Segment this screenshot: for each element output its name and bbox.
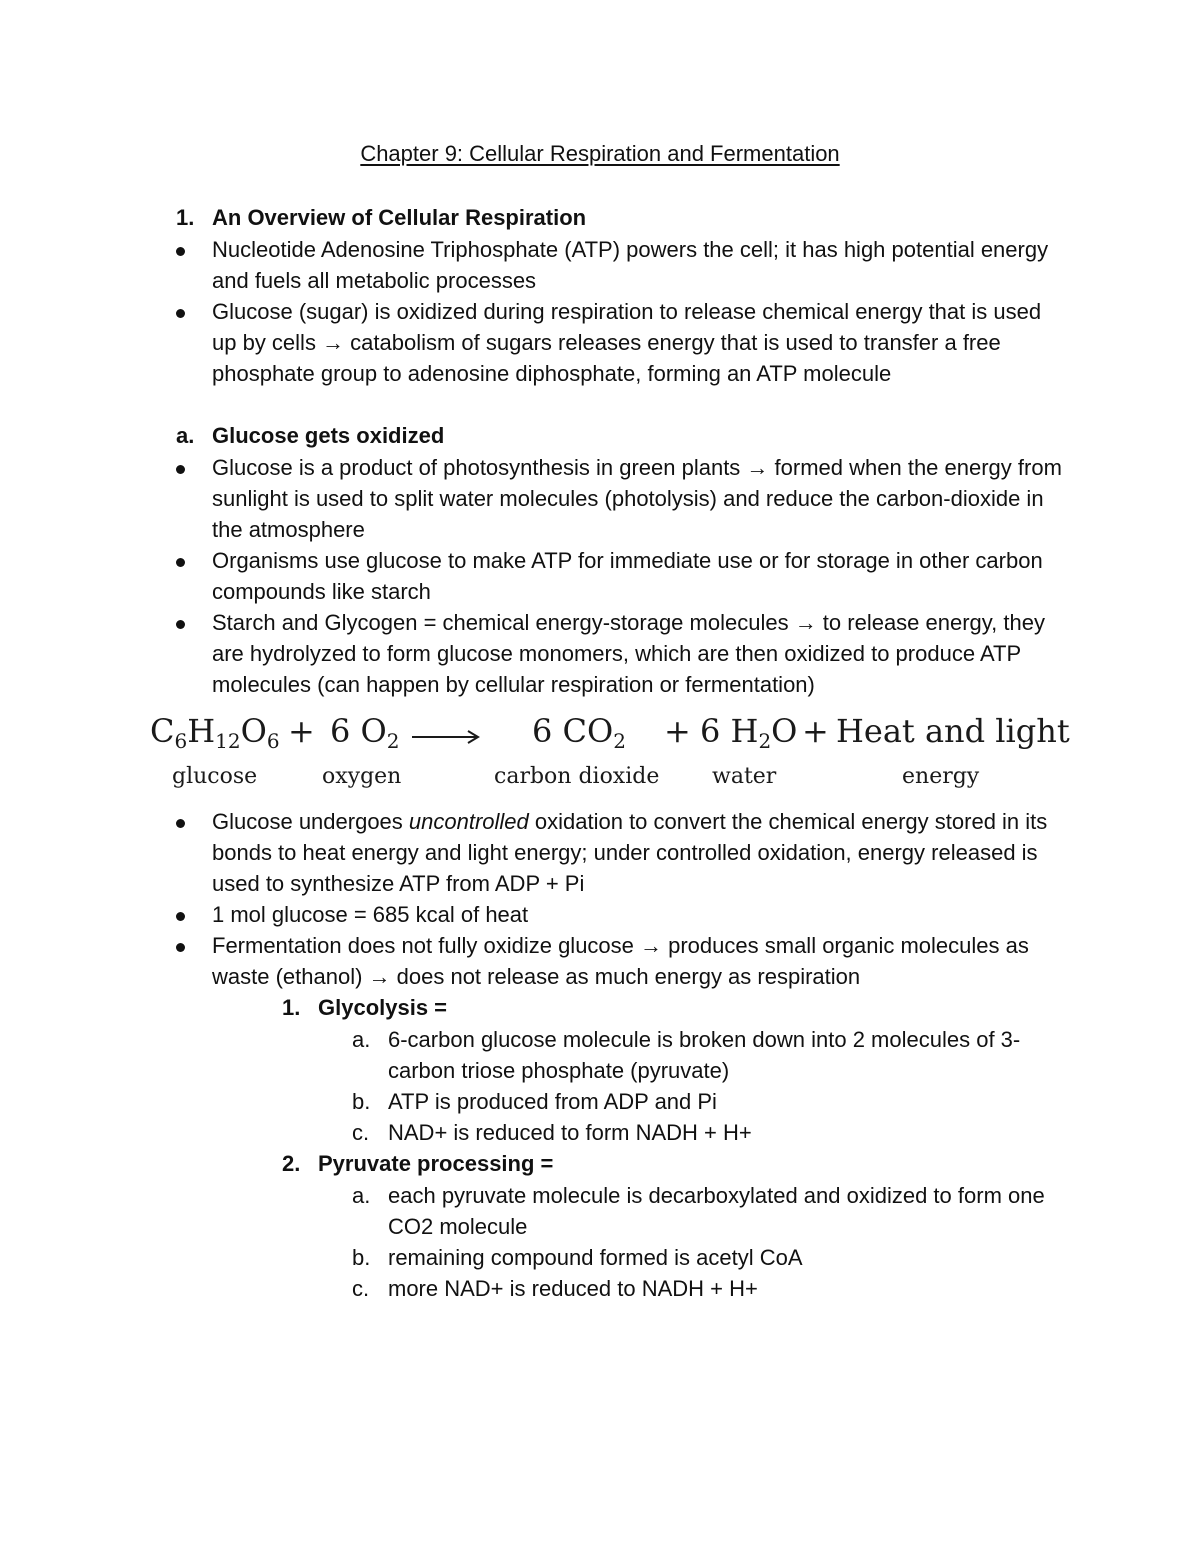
equation-label: energy	[902, 764, 980, 789]
bullet-dot-icon	[176, 620, 185, 629]
list-letter: b.	[352, 1245, 371, 1270]
equation-label: water	[712, 764, 777, 789]
section-heading-glucose-oxidized	[176, 423, 444, 449]
bullet-text: Glucose is a product of photosynthesis in green plants → formed when the energy from sunlight is used to split water molecules (photolysis) and reduce the carbon-dioxide in the atmosphere	[212, 455, 1062, 542]
section-number: a.	[176, 423, 195, 448]
bullet-text: Glucose (sugar) is oxidized during respiration to release chemical energy that is used up by cells → catabolism of sugars releases energy that is used to transfer a free phosphate group to adenosine diphosphate, forming an ATP molecule	[212, 299, 1042, 386]
section-heading-text: Glucose gets oxidized	[212, 423, 445, 448]
reaction-arrow-icon	[412, 730, 480, 744]
bullet-item	[176, 806, 1066, 899]
bullet-item	[176, 234, 1066, 296]
equation-label: carbon dioxide	[494, 764, 660, 789]
equation-glucose: $C_6H_{12}O_6$	[150, 712, 280, 753]
list-item	[352, 1273, 1072, 1304]
equation-heat-light: Heat and light	[836, 712, 1070, 750]
bullet-dot-icon	[176, 309, 185, 318]
section-heading-overview	[176, 205, 586, 231]
bullet-item	[176, 296, 1066, 389]
list-item	[352, 1024, 1072, 1086]
list-text: more NAD+ is reduced to NADH + H+	[388, 1276, 758, 1301]
subsection-heading-text: Pyruvate processing =	[318, 1151, 554, 1176]
bullet-text: Starch and Glycogen = chemical energy-storage molecules → to release energy, they are hydrolyzed to form glucose monomers, which are then oxidized to produce ATP molecules (can happen by cellular respiration or fermentation)	[212, 610, 1045, 697]
page-title: Chapter 9: Cellular Respiration and Fermentation	[360, 141, 840, 166]
equation-plus: +	[664, 712, 691, 750]
list-text: 6-carbon glucose molecule is broken down into 2 molecules of 3-carbon triose phosphate (pyruvate)	[388, 1027, 1021, 1083]
list-item	[352, 1086, 1072, 1117]
bullet-dot-icon	[176, 819, 185, 828]
bullet-dot-icon	[176, 912, 185, 921]
bullet-item	[176, 607, 1066, 700]
equation-label: glucose	[172, 764, 258, 789]
bullet-dot-icon	[176, 247, 185, 256]
equation-carbon-dioxide: 6 $CO_2$	[532, 712, 626, 753]
bullet-item	[176, 545, 1066, 607]
bullet-item	[176, 899, 1066, 930]
subsection-number: 2.	[282, 1151, 301, 1176]
list-letter: b.	[352, 1089, 371, 1114]
list-item	[352, 1242, 1072, 1273]
list-text: ATP is produced from ADP and Pi	[388, 1089, 717, 1114]
respiration-equation	[150, 712, 1070, 798]
list-text: NAD+ is reduced to form NADH + H+	[388, 1120, 752, 1145]
bullet-text: 1 mol glucose = 685 kcal of heat	[212, 902, 529, 927]
equation-plus: +	[288, 712, 315, 750]
equation-plus: +	[802, 712, 829, 750]
bullet-item	[176, 930, 1066, 992]
bullet-text: Glucose undergoes uncontrolled oxidation to convert the chemical energy stored in its bonds to heat energy and light energy; under controlled oxidation, energy released is used to synthesize ATP from ADP + Pi	[212, 809, 1048, 896]
equation-oxygen: 6 $O_2$	[330, 712, 400, 753]
section-number: 1.	[176, 205, 195, 230]
subsection-number: 1.	[282, 995, 301, 1020]
equation-water: 6 $H_2O$	[700, 712, 798, 753]
bullet-dot-icon	[176, 465, 185, 474]
bullet-text: Organisms use glucose to make ATP for immediate use or for storage in other carbon compounds like starch	[212, 548, 1043, 604]
subsection-heading-glycolysis	[282, 995, 447, 1021]
bullet-dot-icon	[176, 943, 185, 952]
subsection-heading-pyruvate	[282, 1151, 553, 1177]
list-text: remaining compound formed is acetyl CoA	[388, 1245, 803, 1270]
list-letter: a.	[352, 1183, 371, 1208]
list-letter: c.	[352, 1276, 370, 1301]
bullet-text: Fermentation does not fully oxidize glucose → produces small organic molecules as waste (ethanol) → does not release as much energy as respiration	[212, 933, 1029, 989]
list-item	[352, 1117, 1072, 1148]
bullet-dot-icon	[176, 558, 185, 567]
list-letter: c.	[352, 1120, 370, 1145]
bullet-item	[176, 452, 1066, 545]
list-letter: a.	[352, 1027, 371, 1052]
subsection-heading-text: Glycolysis =	[318, 995, 448, 1020]
list-item	[352, 1180, 1072, 1242]
bullet-text: Nucleotide Adenosine Triphosphate (ATP) powers the cell; it has high potential energy and fuels all metabolic processes	[212, 237, 1049, 293]
section-heading-text: An Overview of Cellular Respiration	[212, 205, 587, 230]
equation-label: oxygen	[322, 764, 402, 789]
list-text: each pyruvate molecule is decarboxylated and oxidized to form one CO2 molecule	[388, 1183, 1045, 1239]
